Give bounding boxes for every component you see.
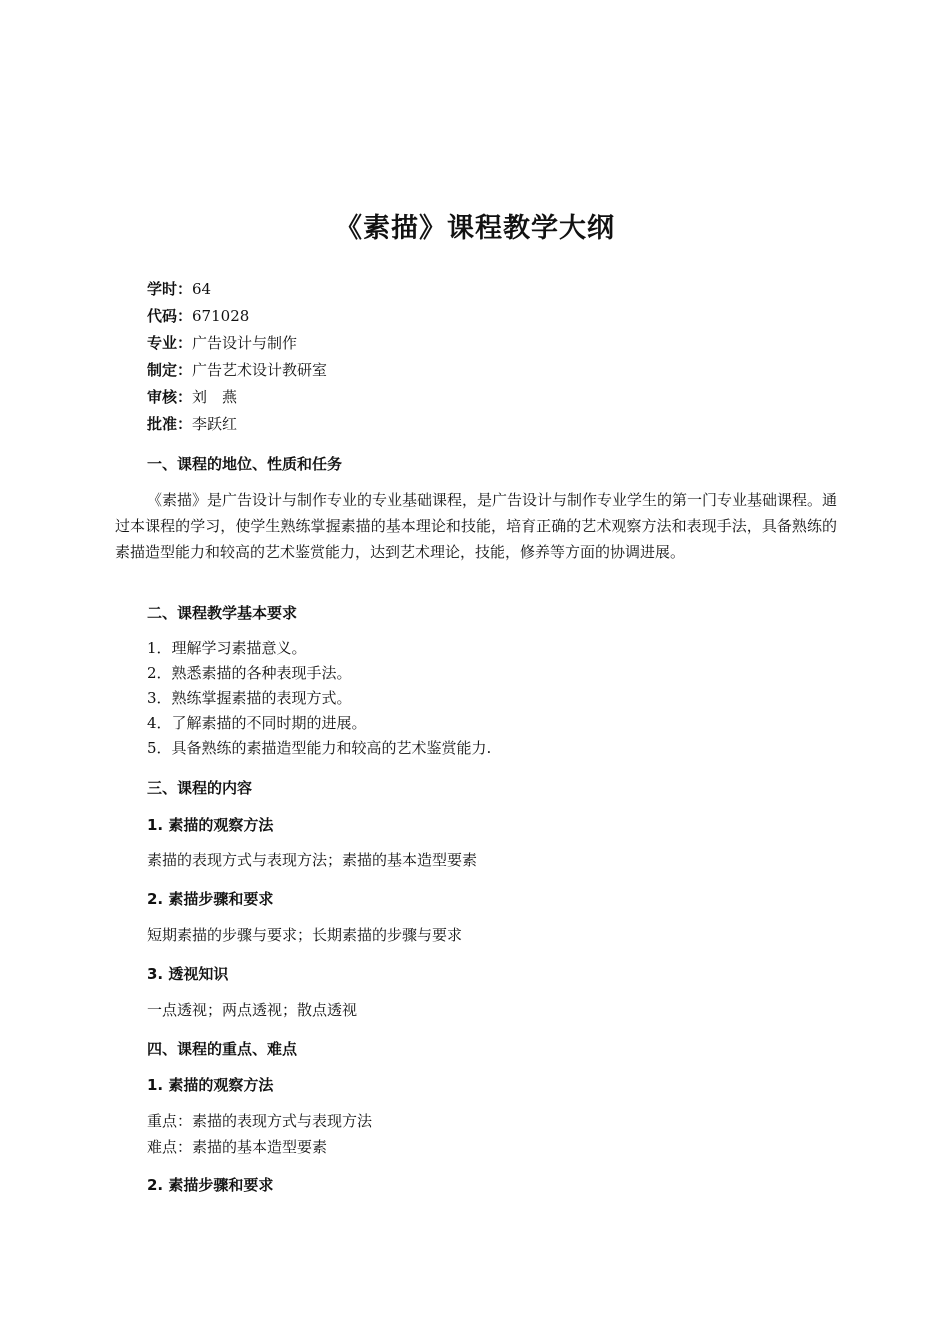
meta-row-major: [147, 332, 327, 359]
requirements-list: [147, 636, 491, 761]
key-point-line: 重点：素描的表现方式与表现方法: [147, 1112, 373, 1130]
subheading-observation: 1. 素描的观察方法: [147, 816, 274, 834]
section-heading-role: 一、课程的地位、性质和任务: [147, 455, 343, 473]
subheading-perspective: 3. 透视知识: [147, 965, 229, 983]
list-item: 1．理解学习素描意义。: [147, 639, 307, 657]
page-title: 《素描》课程教学大纲: [335, 213, 615, 244]
body-text: 短期素描的步骤与要求；长期素描的步骤与要求: [147, 926, 463, 944]
meta-row-hours: [147, 278, 327, 305]
difficulty-line: 难点：素描的基本造型要素: [147, 1138, 328, 1156]
meta-key: 制定：: [147, 361, 193, 379]
course-meta: [147, 278, 327, 440]
list-item: 2．熟悉素描的各种表现手法。: [147, 664, 352, 682]
body-text: 素描的表现方式与表现方法；素描的基本造型要素: [147, 851, 478, 869]
subheading-observation: 1. 素描的观察方法: [147, 1076, 274, 1094]
meta-row-reviewer: [147, 386, 327, 413]
meta-row-author: [147, 359, 327, 386]
meta-key: 批准：: [147, 415, 193, 433]
list-item: 3．熟练掌握素描的表现方式。: [147, 689, 352, 707]
section-heading-key-points: 四、课程的重点、难点: [147, 1040, 298, 1058]
subheading-steps: 2. 素描步骤和要求: [147, 890, 274, 908]
section-heading-content: 三、课程的内容: [147, 779, 253, 797]
section-heading-requirements: 二、课程教学基本要求: [147, 604, 298, 622]
meta-value: 64: [192, 280, 212, 298]
meta-value: 广告设计与制作: [192, 334, 298, 352]
meta-value: 671028: [192, 307, 250, 325]
section-paragraph-role: 《素描》是广告设计与制作专业的专业基础课程，是广告设计与制作专业学生的第一门专业基础课程。通过本课程的学习，使学生熟练掌握素描的基本理论和技能，培育正确的艺术观察方法和表现手法，具备熟练的素描造型能力和较高的艺术鉴赏能力，达到艺术理论，技能，修养等方面的协调进展。: [115, 491, 838, 561]
meta-row-approver: [147, 413, 327, 440]
meta-value: 广告艺术设计教研室: [192, 361, 328, 379]
subheading-steps: 2. 素描步骤和要求: [147, 1176, 274, 1194]
meta-value: 李跃红: [192, 415, 238, 433]
meta-value: 刘 燕: [192, 388, 238, 406]
list-item: 5．具备熟练的素描造型能力和较高的艺术鉴赏能力.: [147, 739, 492, 757]
meta-key: 代码：: [147, 307, 193, 325]
meta-row-code: [147, 305, 327, 332]
meta-key: 专业：: [147, 334, 193, 352]
body-text: 一点透视；两点透视；散点透视: [147, 1001, 358, 1019]
list-item: 4．了解素描的不同时期的进展。: [147, 714, 367, 732]
meta-key: 审核：: [147, 388, 193, 406]
meta-key: 学时：: [147, 280, 193, 298]
